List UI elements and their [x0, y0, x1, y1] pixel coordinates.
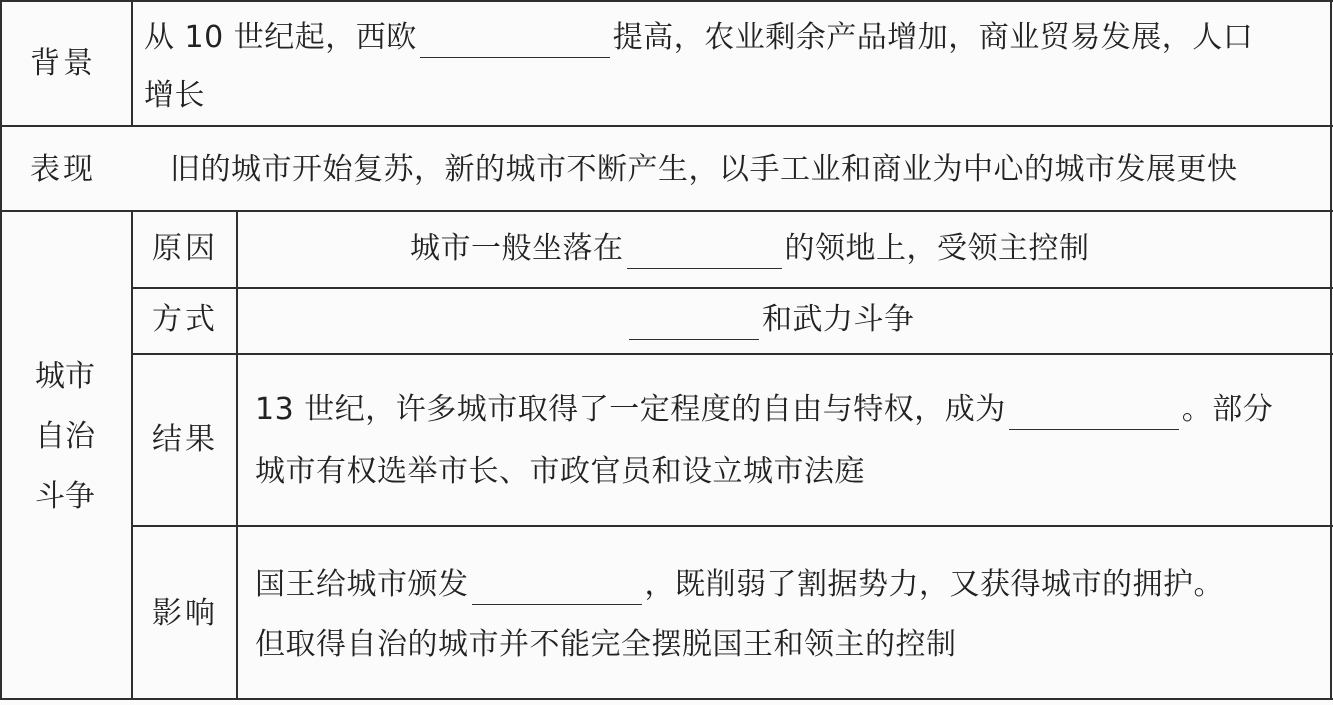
- background-answer-blank: [420, 27, 610, 58]
- result-text-a: 13 世纪，许多城市取得了一定程度的自由与特权，成为: [255, 392, 1006, 427]
- impact-text-a: 国王给城市颁发: [255, 567, 469, 602]
- method-text: [626, 300, 915, 340]
- impact-text-b: ，既削弱了割据势力，又获得城市的拥护。: [644, 567, 1224, 602]
- row-label-struggle-line3: 斗争: [35, 479, 95, 514]
- impact-text-line1: [255, 565, 1224, 605]
- method-answer-blank: [629, 309, 759, 340]
- sub-label-result: 结果: [152, 422, 218, 457]
- row-label-struggle-line1: 城市: [35, 359, 95, 394]
- result-text-c: 城市有权选举市长、市政官员和设立城市法庭: [255, 454, 865, 489]
- cause-text-b: 的领地上，受领主控制: [784, 231, 1090, 266]
- row-divider-manifestation: [0, 210, 1333, 212]
- row-label-manifestation: 表现: [30, 152, 96, 187]
- row-divider-result: [131, 525, 1333, 527]
- table-border-top: [0, 0, 1333, 2]
- result-answer-blank: [1009, 399, 1179, 430]
- row-label-background: 背景: [30, 46, 96, 81]
- result-text-line1: [255, 390, 1273, 430]
- method-text-b: 和武力斗争: [762, 302, 915, 337]
- sub-label-impact: 影响: [152, 596, 218, 631]
- background-text-line1: [144, 18, 1253, 58]
- cause-text-a: 城市一般坐落在: [410, 231, 624, 266]
- sub-label-method: 方式: [152, 302, 218, 337]
- table-border-right: [1330, 0, 1332, 700]
- row-divider-cause: [131, 287, 1333, 289]
- impact-answer-blank: [472, 574, 642, 605]
- row-divider-background: [0, 125, 1333, 127]
- cause-text: [410, 229, 1090, 269]
- background-text-c: 增长: [144, 78, 205, 113]
- manifestation-text: 旧的城市开始复苏，新的城市不断产生，以手工业和商业为中心的城市发展更快: [170, 152, 1238, 187]
- row-label-struggle-line2: 自治: [35, 419, 95, 454]
- row-divider-method: [131, 353, 1333, 355]
- col-divider-main: [131, 0, 133, 126]
- table-border-bottom: [0, 698, 1333, 700]
- table-border-left: [0, 0, 2, 700]
- background-text-b: 提高，农业剩余产品增加，商业贸易发展，人口: [612, 20, 1254, 55]
- background-text-a: 从 10 世纪起，西欧: [144, 20, 417, 55]
- col-divider-sub: [236, 210, 238, 700]
- result-text-b: 。部分: [1181, 392, 1274, 427]
- col-divider-struggle: [131, 210, 133, 700]
- sub-label-cause: 原因: [152, 231, 218, 266]
- cause-answer-blank: [627, 238, 782, 269]
- impact-text-c: 但取得自治的城市并不能完全摆脱国王和领主的控制: [255, 627, 957, 662]
